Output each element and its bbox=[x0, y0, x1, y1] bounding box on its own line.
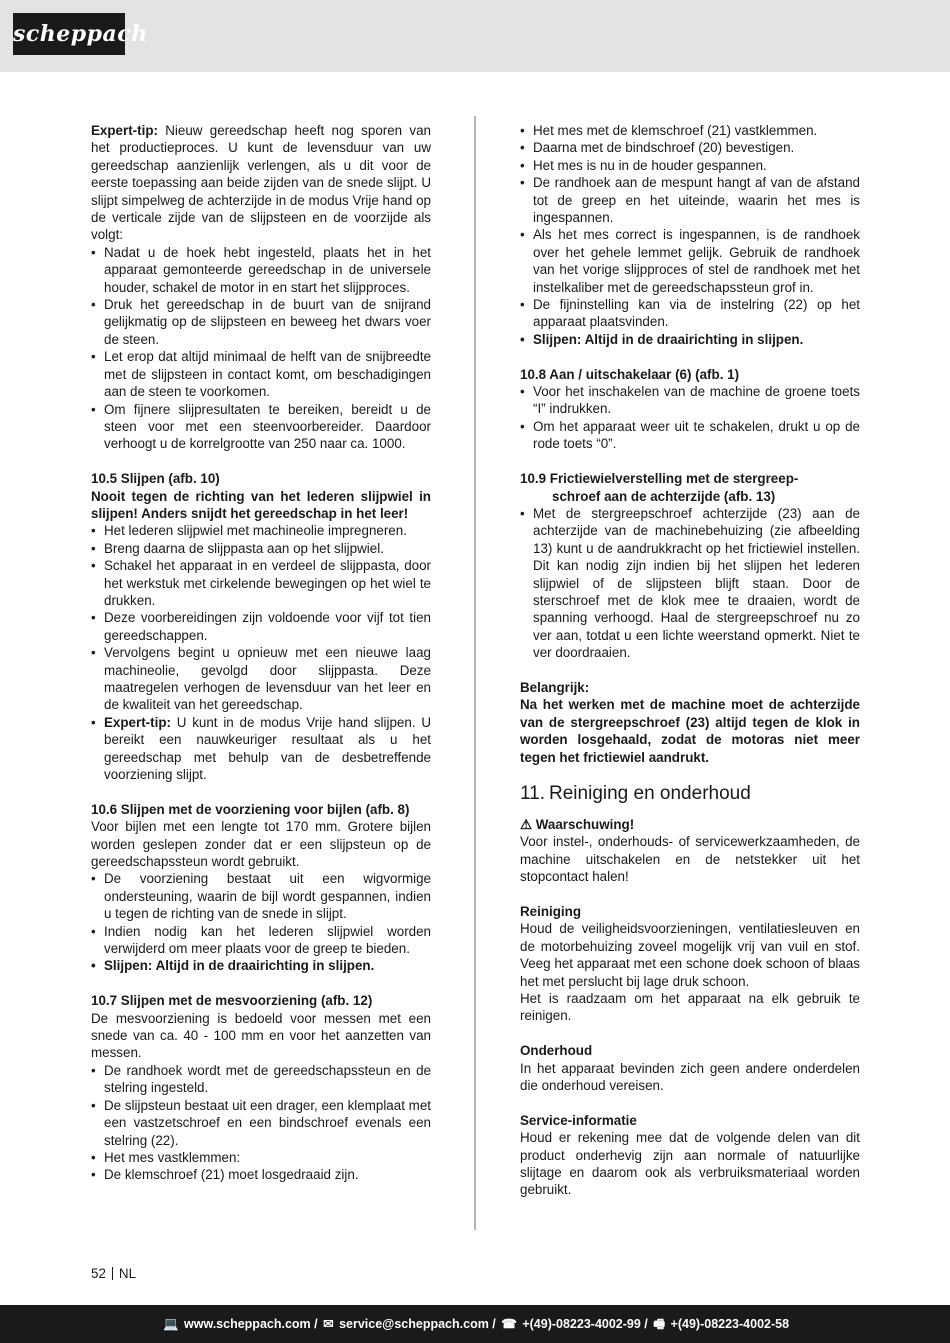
cleaning-text: Houd de veiligheidsvoorzieningen, ventilatiesleuven en de motorbehuizing zoveel mogelijk vrij van vuil en stof. Veeg het apparaat met een schone doek schoon of blaas het met perslucht bij lage druk schoon. bbox=[520, 921, 860, 989]
maintenance-text: In het apparaat bevinden zich geen andere onderdelen die onderhoud vereisen. bbox=[520, 1060, 860, 1094]
list-item: • Daarna met de bindschroef (20) bevestigen. bbox=[520, 139, 860, 156]
footer-website[interactable]: www.scheppach.com / bbox=[184, 1317, 318, 1331]
footer-fax: +(49)-08223-4002-58 bbox=[670, 1317, 790, 1331]
page-number-separator bbox=[112, 1267, 113, 1280]
list-item: • Let erop dat altijd minimaal de helft van de snijbreedte met de slijpsteen in contact komt, om beschadigingen aan de steen te voorkomen. bbox=[91, 348, 431, 400]
important-text: Na het werken met de machine moet de achterzijde van de stergreepschroef (23) altijd tegen de klok in worden losgehaald, zodat de motoras niet meer tegen het frictiewiel aandrukt. bbox=[520, 697, 860, 765]
list-item: • Nadat u de hoek hebt ingesteld, plaats het in het apparaat gemonteerde gereedschap in de universele houder, schakel de motor in en start het slijpproces. bbox=[91, 244, 431, 296]
warning-text: Voor instel-, onderhouds- of servicewerkzaamheden, de machine uitschakelen en de netstekker uit het stopcontact halen! bbox=[520, 834, 860, 885]
important-label: Belangrijk: bbox=[520, 679, 590, 695]
section-10-6-heading: 10.6 Slijpen met de voorziening voor bijlen (afb. 8) bbox=[91, 801, 410, 817]
list-item: • Het mes vastklemmen: bbox=[91, 1149, 431, 1166]
list-item: • De randhoek wordt met de gereedschapssteun en de stelring ingesteld. bbox=[91, 1062, 431, 1097]
list-item: • Als het mes correct is ingespannen, is de randhoek over het gehele lemmet gelijk. Gebruik de randhoek van het vorige slijpproces of stel de randhoek met het instelkaliber met de gereedschapssteun grof in. bbox=[520, 226, 860, 296]
expert-tip-label: Expert-tip: bbox=[91, 123, 158, 138]
expert-tip-label: Expert-tip: bbox=[104, 714, 171, 730]
service-heading: Service-informatie bbox=[520, 1112, 637, 1128]
list-item: • Met de stergreepschroef achterzijde (23) aan de achterzijde van de machinebehuizing (zie afbeelding 13) kunt u de aandrukkracht op het frictiewiel instellen. Dit kan nodig zijn indien bij het slijpen het lederen slijpwiel of de slijpsteen blijft staan. Door de sterschroef met de klok mee te draaien, wordt de spanning verhoogd. Haal de stergreepschroef nu zo ver aan, totdat u een lichte weerstand opmerkt. Niet te ver doordraaien. bbox=[520, 505, 860, 662]
list-item: • Druk het gereedschap in de buurt van de snijrand gelijkmatig op de slijpsteen en beweeg het dwars voer de steen. bbox=[91, 296, 431, 348]
list-item: • Indien nodig kan het lederen slijpwiel worden verwijderd om meer plaats voor de greep te bieden. bbox=[91, 923, 431, 958]
section-11-title: Reiniging en onderhoud bbox=[549, 782, 751, 804]
service-text: Houd er rekening mee dat de volgende delen van dit product onderhevig zijn aan normale of natuurlijke slijtage en daarom ook als verbruiksmateriaal worden gebruikt. bbox=[520, 1130, 860, 1198]
list-item: • Het mes met de klemschroef (21) vastklemmen. bbox=[520, 122, 860, 139]
list-item: • Schakel het apparaat in en verdeel de slijppasta, door het werkstuk met cirkelende bewegingen op het wiel te drukken. bbox=[91, 557, 431, 609]
list-item: • Om fijnere slijpresultaten te bereiken, bereidt u de steen voor met een steenvoorbereider. Daardoor verhoogt u de korrelgrootte van 250 naar ca. 1000. bbox=[91, 401, 431, 453]
list-item: • De klemschroef (21) moet losgedraaid zijn. bbox=[91, 1166, 431, 1183]
right-column bbox=[520, 122, 860, 1199]
section-10-7-text: De mesvoorziening is bedoeld voor messen met een snede van ca. 40 - 100 mm en voor het aanzetten van messen. bbox=[91, 1010, 431, 1061]
list-item: • De slijpsteun bestaat uit een drager, een klemplaat met een vastzetschroef en een bindschroef evenals een stelring (22). bbox=[91, 1097, 431, 1149]
section-10-8-list bbox=[520, 383, 860, 453]
footer-phone: +(49)-08223-4002-99 / bbox=[522, 1317, 648, 1331]
expert-tip-text: U kunt in de modus Vrije hand slijpen. U bereikt een nauwkeuriger resultaat als u het gereedschap met behulp van de desbetreffende voorziening slijpt. bbox=[104, 714, 431, 783]
section-10-7-list bbox=[91, 1062, 431, 1184]
maintenance-heading: Onderhoud bbox=[520, 1043, 593, 1059]
page-number bbox=[91, 1265, 136, 1282]
left-column bbox=[91, 122, 431, 1184]
section-10-9-heading-line-2: schroef aan de achterzijde (afb. 13) bbox=[552, 488, 776, 504]
brand-logo: scheppach bbox=[13, 13, 125, 55]
section-10-7-heading: 10.7 Slijpen met de mesvoorziening (afb. 12) bbox=[91, 993, 373, 1009]
section-10-5-list bbox=[91, 522, 431, 783]
fax-icon: 🖷 bbox=[653, 1317, 666, 1331]
list-item-bold: • Slijpen: Altijd in de draairichting in slijpen. bbox=[91, 957, 431, 974]
list-item-bold: • Slijpen: Altijd in de draairichting in slijpen. bbox=[520, 331, 860, 348]
phone-icon: ☎ bbox=[501, 1317, 517, 1331]
cleaning-text-2: Het is raadzaam om het apparaat na elk gebruik te reinigen. bbox=[520, 991, 860, 1024]
list-item: • Breng daarna de slijppasta aan op het slijpwiel. bbox=[91, 540, 431, 557]
section-10-5-heading: 10.5 Slijpen (afb. 10) bbox=[91, 471, 220, 487]
warning-label: ⚠ Waarschuwing! bbox=[520, 816, 635, 832]
mail-icon: ✉ bbox=[323, 1317, 334, 1331]
list-item: • Voor het inschakelen van de machine de groene toets “I” indrukken. bbox=[520, 383, 860, 418]
section-11-heading bbox=[520, 782, 860, 806]
section-10-9-heading-line-1: 10.9 Frictiewielverstelling met de stergreep- bbox=[520, 471, 799, 487]
section-10-6-text: Voor bijlen met een lengte tot 170 mm. Grotere bijlen worden geslepen zonder dat er een slijpsteun op de gereedschapssteun wordt gebruikt. bbox=[91, 819, 431, 870]
section-10-6-list bbox=[91, 870, 431, 974]
list-item: • Het mes is nu in de houder gespannen. bbox=[520, 157, 860, 174]
list-item: • Om het apparaat weer uit te schakelen, drukt u op de rode toets “0”. bbox=[520, 418, 860, 453]
list-item: • Vervolgens begint u opnieuw met een nieuwe laag machineolie, gevolgd door slijppasta. Deze maatregelen verhogen de levensduur van het leer en de kwaliteit van het gereedschap. bbox=[91, 644, 431, 714]
page-header bbox=[0, 0, 950, 72]
list-item-expert-tip bbox=[91, 714, 431, 784]
list-item: • De fijninstelling kan via de instelring (22) op het apparaat plaatsvinden. bbox=[520, 296, 860, 331]
list-item: • De randhoek aan de mespunt hangt af van de afstand tot de greep en het uiteinde, waarin het mes is ingespannen. bbox=[520, 174, 860, 226]
list-item: • Deze voorbereidingen zijn voldoende voor vijf tot tien gereedschappen. bbox=[91, 609, 431, 644]
section-11-number: 11. bbox=[520, 782, 546, 804]
cleaning-heading: Reiniging bbox=[520, 904, 581, 919]
footer-email[interactable]: service@scheppach.com / bbox=[339, 1317, 496, 1331]
expert-tip-list bbox=[91, 244, 431, 453]
expert-tip-text: Nieuw gereedschap heeft nog sporen van het productieproces. U kunt de levensduur van uw gereedschap aanzienlijk verlengen, als u dit voor de eerste toepassing aan beide zijden van de snede slijpt. U slijpt simpelweg de achterzijde in de modus Vrije hand op de verticale zijde van de slijpsteen en de voorzijde als volgt: bbox=[91, 123, 431, 243]
list-item: • Het lederen slijpwiel met machineolie impregneren. bbox=[91, 522, 431, 539]
section-10-9-list bbox=[520, 505, 860, 662]
knife-steps-list bbox=[520, 122, 860, 348]
page-footer bbox=[0, 1305, 950, 1343]
page-number-value: 52 bbox=[91, 1266, 106, 1281]
list-item: • De voorziening bestaat uit een wigvormige ondersteuning, waarin de bijl wordt gespannen, indien u tegen de richting van de snede in slijpt. bbox=[91, 870, 431, 922]
expert-tip-paragraph bbox=[91, 122, 431, 244]
section-10-5-warning: Nooit tegen de richting van het lederen slijpwiel in slijpen! Anders snijdt het gereedschap in het leer! bbox=[91, 488, 431, 521]
column-divider bbox=[474, 116, 476, 1230]
computer-icon: 💻 bbox=[162, 1317, 179, 1331]
section-10-8-heading: 10.8 Aan / uitschakelaar (6) (afb. 1) bbox=[520, 366, 740, 382]
section-10-9-heading bbox=[520, 470, 860, 505]
page-language: NL bbox=[118, 1266, 137, 1281]
